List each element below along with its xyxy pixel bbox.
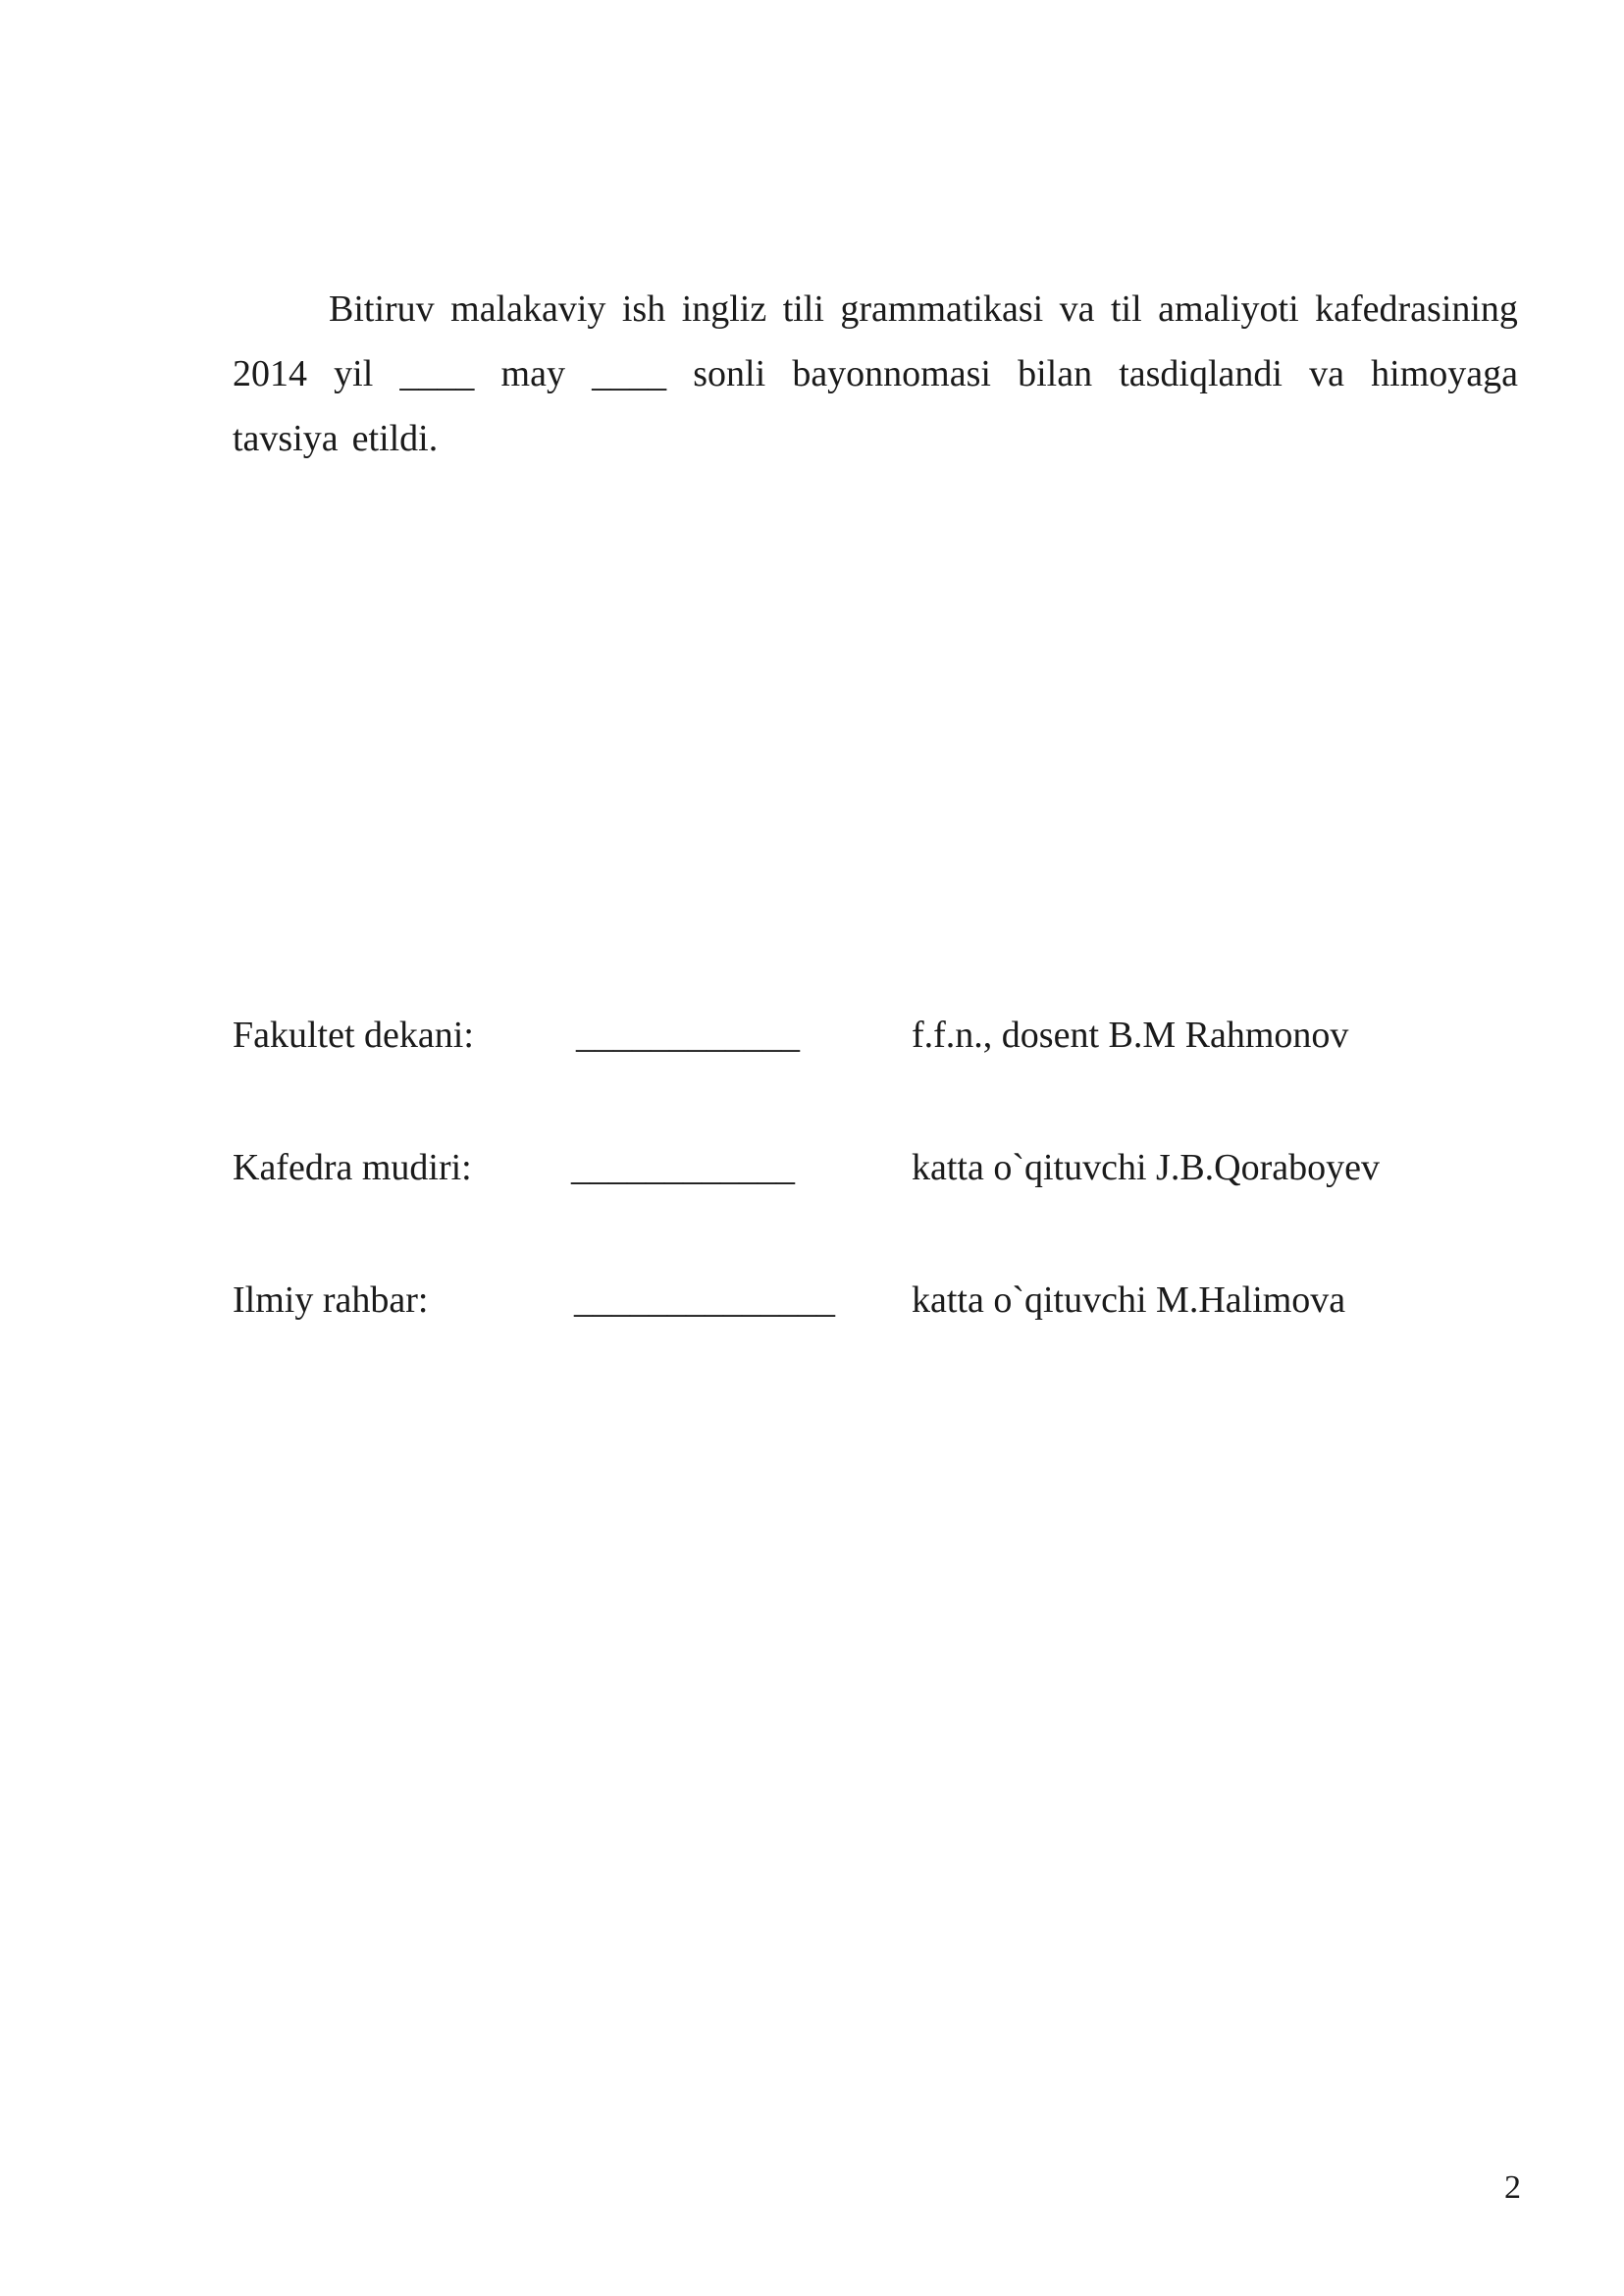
signature-label: Fakultet dekani:: [233, 1015, 474, 1056]
word: grammatikasi: [840, 288, 1044, 330]
number-blank: ____: [592, 353, 667, 394]
word: tasdiqlandi: [1119, 353, 1283, 394]
word: bilan: [1018, 353, 1093, 394]
word: ish: [621, 288, 666, 330]
word: tavsiya: [233, 418, 339, 459]
word: may: [500, 353, 565, 394]
paragraph-line-2: [233, 341, 1518, 406]
paragraph-line-1: [233, 277, 1518, 341]
signature-line: ____________: [571, 1147, 795, 1188]
word: til: [1111, 288, 1142, 330]
word: etildi.: [351, 418, 439, 459]
word: kafedrasining: [1315, 288, 1518, 330]
signatory-name: katta o`qituvchi M.Halimova: [912, 1279, 1346, 1321]
word: himoyaga: [1371, 353, 1518, 394]
signature-line: ____________: [576, 1015, 800, 1056]
word: 2014: [233, 353, 307, 394]
word: va: [1309, 353, 1344, 394]
signature-label: Kafedra mudiri:: [233, 1147, 472, 1188]
word: tili: [782, 288, 824, 330]
word: yil: [334, 353, 374, 394]
word: Bitiruv: [329, 288, 435, 330]
signatory-name: f.f.n., dosent B.M Rahmonov: [912, 1015, 1349, 1056]
date-blank: ____: [399, 353, 475, 394]
signature-label: Ilmiy rahbar:: [233, 1279, 429, 1321]
word: malakaviy: [450, 288, 606, 330]
signature-line: ______________: [574, 1279, 835, 1321]
approval-paragraph: [233, 277, 1518, 471]
word: ingliz: [681, 288, 767, 330]
word: bayonnomasi: [792, 353, 991, 394]
paragraph-line-3: [233, 406, 1518, 471]
word: sonli: [693, 353, 766, 394]
word: amaliyoti: [1158, 288, 1299, 330]
page-number: 2: [1504, 2169, 1521, 2206]
signatory-name: katta o`qituvchi J.B.Qoraboyev: [912, 1147, 1381, 1188]
word: va: [1059, 288, 1095, 330]
